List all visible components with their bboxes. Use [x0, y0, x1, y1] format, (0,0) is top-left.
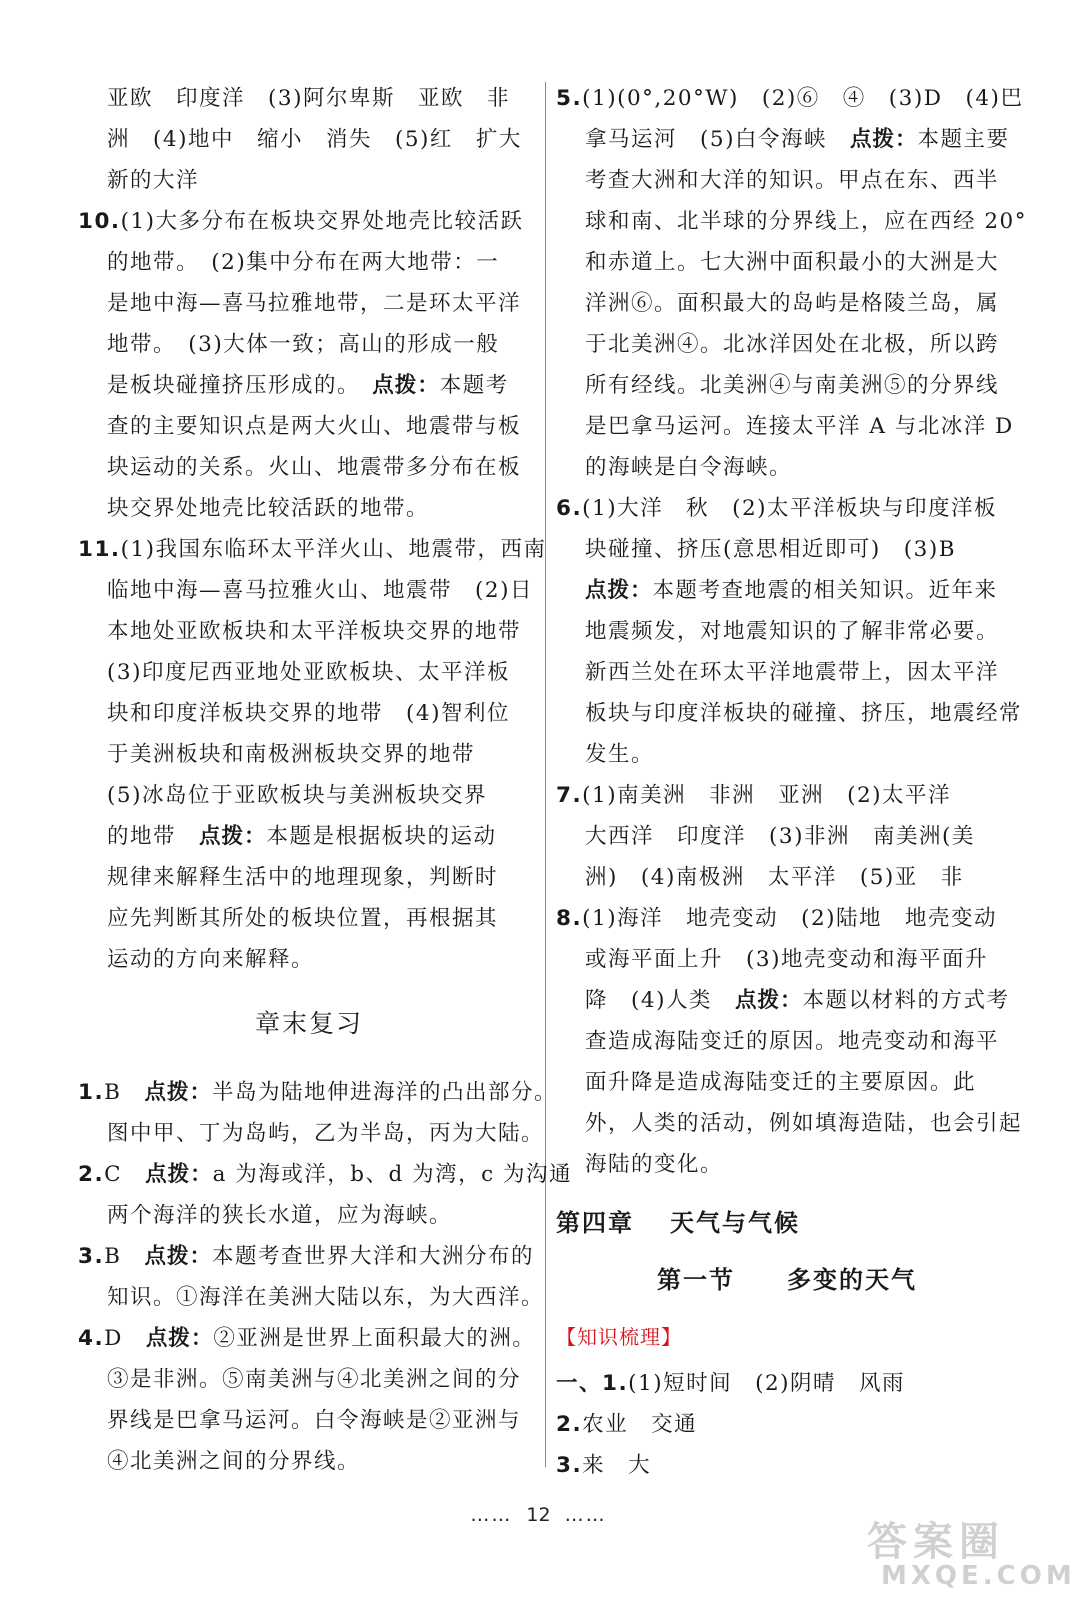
review-question-4	[78, 1318, 540, 1359]
text-line: (1)短时间 (2)阴晴 风雨	[628, 1371, 906, 1396]
text-line: (3)印度尼西亚地处亚欧板块、太平洋板	[107, 660, 510, 685]
question-number: 1.	[78, 1080, 105, 1105]
text-fragment: 本题考	[439, 373, 509, 398]
text-line: ④北美洲之间的分界线。	[107, 1449, 361, 1474]
text-fragment: 本题考查地震的相关知识。近年来	[652, 578, 998, 603]
question-number: 8.	[556, 906, 583, 931]
text-line: 查造成海陆变迁的原因。地壳变动和海平	[585, 1029, 1000, 1054]
text-fragment: ②亚洲是世界上面积最大的洲。	[213, 1326, 536, 1351]
question-6	[556, 488, 1018, 529]
answer: C	[104, 1162, 123, 1187]
review-question-1	[78, 1072, 557, 1113]
hint-label: 点拨：	[372, 373, 440, 398]
text-fragment: 本题以材料的方式考	[802, 988, 1010, 1013]
text-line: 本地处亚欧板块和太平洋板块交界的地带	[107, 619, 522, 644]
hint-label: 点拨：	[144, 1244, 212, 1269]
review-question-2	[78, 1154, 573, 1195]
hint-label: 点拨：	[199, 824, 267, 849]
text-fragment: 本题是根据板块的运动	[266, 824, 497, 849]
footer-dots-left: ……	[470, 1504, 513, 1526]
text-line: (1)我国东临环太平洋火山、地震带，西南	[120, 537, 547, 562]
question-number: 10.	[78, 209, 121, 234]
question-number: 2.	[556, 1412, 583, 1437]
text-line: 块交界处地壳比较活跃的地带。	[107, 496, 430, 521]
watermark-text-top: 答案圈	[867, 1519, 1005, 1565]
chapter-number: 第四章	[556, 1209, 634, 1237]
text-fragment: 是板块碰撞挤压形成的。	[107, 373, 350, 398]
text-fragment: 拿马运河 (5)白令海峡	[585, 127, 827, 152]
text-line: 规律来解释生活中的地理现象，判断时	[107, 865, 499, 890]
text-line: 是地中海—喜马拉雅地带，二是环太平洋	[107, 291, 522, 316]
text-line: 块碰撞、挤压(意思相近即可) (3)B	[585, 537, 957, 562]
text-line-with-hint	[556, 119, 1018, 160]
text-line: 的海峡是白令海峡。	[585, 455, 793, 480]
answer: D	[104, 1326, 123, 1351]
page-number: 12	[526, 1504, 551, 1526]
question-number: 7.	[556, 783, 583, 808]
knowledge-item-2	[556, 1404, 1018, 1445]
text-line-with-hint	[78, 816, 540, 857]
answer: B	[104, 1244, 122, 1269]
answer: B	[104, 1080, 122, 1105]
text-line: (1)大多分布在板块交界处地壳比较活跃	[120, 209, 524, 234]
text-line: 洲) (4)南极洲 太平洋 (5)亚 非	[585, 865, 964, 890]
text-line: 图中甲、丁为岛屿，乙为半岛，丙为大陆。	[107, 1121, 545, 1146]
text-line: 海陆的变化。	[585, 1152, 724, 1177]
knowledge-item-3	[556, 1445, 1018, 1486]
text-line-with-hint	[556, 570, 1018, 611]
subsection-number: 第一节	[657, 1265, 735, 1294]
text-line: 于北美洲④。北冰洋因处在北极，所以跨	[585, 332, 1000, 357]
text-line: 查的主要知识点是两大火山、地震带与板	[107, 414, 522, 439]
text-line: 面升降是造成海陆变迁的主要原因。此	[585, 1070, 977, 1095]
text-line: 界线是巴拿马运河。白令海峡是②亚洲与	[107, 1408, 522, 1433]
text-line: 新西兰处在环太平洋地震带上，因太平洋	[585, 660, 1000, 685]
text-line: 板块与印度洋板块的碰撞、挤压，地震经常	[585, 701, 1023, 726]
question-number: 11.	[78, 537, 121, 562]
question-number: 2.	[78, 1162, 105, 1187]
question-10	[78, 201, 540, 242]
review-question-3	[78, 1236, 540, 1277]
text-line-with-hint	[556, 980, 1018, 1021]
question-number: 一、1.	[556, 1371, 629, 1396]
text-line: 块和印度洋板块交界的地带 (4)智利位	[107, 701, 510, 726]
text-fragment: 降 (4)人类	[585, 988, 712, 1013]
text-line: 亚欧 印度洋 (3)阿尔卑斯 亚欧 非	[107, 86, 510, 111]
watermark-text-bottom: MXQE.COM	[881, 1561, 1076, 1591]
text-line: 和赤道上。七大洲中面积最小的大洲是大	[585, 250, 1000, 275]
knowledge-item-1	[556, 1363, 1018, 1404]
text-fragment: 的地带	[107, 824, 177, 849]
text-line: 应先判断其所处的板块位置，再根据其	[107, 906, 499, 931]
left-column	[78, 78, 573, 1482]
text-line: 外，人类的活动，例如填海造陆，也会引起	[585, 1111, 1023, 1136]
footer-dots-right: ……	[564, 1504, 607, 1526]
question-number: 3.	[556, 1453, 583, 1478]
text-line: 或海平面上升 (3)地壳变动和海平面升	[585, 947, 988, 972]
text-line: (1)(0°,20°W) (2)⑥ ④ (3)D (4)巴	[582, 86, 1024, 111]
knowledge-tag: 【知识梳理】	[556, 1325, 682, 1349]
hint-label: 点拨：	[734, 988, 803, 1013]
hint-label: 点拨：	[145, 1326, 214, 1351]
text-line: 发生。	[585, 742, 655, 767]
question-11	[78, 529, 547, 570]
section-title: 章末复习	[254, 1009, 363, 1038]
text-fragment: 本题考查世界大洋和大洲分布的	[211, 1244, 534, 1269]
text-line: 块运动的关系。火山、地震带多分布在板	[107, 455, 522, 480]
hint-label: 点拨：	[145, 1162, 213, 1187]
question-number: 5.	[556, 86, 583, 111]
hint-label: 点拨：	[144, 1080, 212, 1105]
text-line: 知识。①海洋在美洲大陆以东，为大西洋。	[107, 1285, 545, 1310]
text-line: (1)海洋 地壳变动 (2)陆地 地壳变动	[582, 906, 998, 931]
text-line: 地震频发，对地震知识的了解非常必要。	[585, 619, 1000, 644]
text-line-with-hint	[78, 365, 540, 406]
text-line: (1)南美洲 非洲 亚洲 (2)太平洋	[582, 783, 952, 808]
text-line: 于美洲板块和南极洲板块交界的地带	[107, 742, 476, 767]
text-line: (5)冰岛位于亚欧板块与美洲板块交界	[107, 783, 487, 808]
column-divider	[545, 82, 546, 1467]
question-7	[556, 775, 1018, 816]
text-line: 新的大洋	[107, 168, 200, 193]
question-number: 4.	[78, 1326, 105, 1351]
chapter-name: 天气与气候	[670, 1209, 800, 1237]
text-line: 两个海洋的狭长水道，应为海峡。	[107, 1203, 453, 1228]
text-fragment: 半岛为陆地伸进海洋的凸出部分。	[211, 1080, 557, 1105]
subsection-title	[556, 1249, 1018, 1311]
text-line: ③是非洲。⑤南美洲与④北美洲之间的分	[107, 1367, 522, 1392]
text-fragment: a 为海或洋，b、d 为湾，c 为沟通	[212, 1162, 573, 1187]
subsection-name: 多变的天气	[787, 1265, 917, 1294]
question-number: 6.	[556, 496, 583, 521]
question-8	[556, 898, 1018, 939]
text-line: 考查大洲和大洋的知识。甲点在东、西半	[585, 168, 1000, 193]
text-line: 球和南、北半球的分界线上，应在西经 20°	[585, 209, 1027, 234]
text-line: 所有经线。北美洲④与南美洲⑤的分界线	[585, 373, 1000, 398]
right-column	[556, 78, 1027, 1486]
question-number: 3.	[78, 1244, 105, 1269]
text-line: 大西洋 印度洋 (3)非洲 南美洲(美	[585, 824, 975, 849]
hint-label: 点拨：	[849, 127, 918, 152]
text-line: 是巴拿马运河。连接太平洋 A 与北冰洋 D	[585, 414, 1014, 439]
text-line: 临地中海—喜马拉雅火山、地震带 (2)日	[107, 578, 533, 603]
text-line: 洋洲⑥。面积最大的岛屿是格陵兰岛，属	[585, 291, 1000, 316]
text-line: 的地带。 (2)集中分布在两大地带：一	[107, 250, 500, 275]
text-line: 运动的方向来解释。	[107, 947, 315, 972]
question-5	[556, 78, 1024, 119]
chapter-title	[556, 1185, 1018, 1249]
hint-label: 点拨：	[585, 578, 653, 603]
text-line: 农业 交通	[582, 1412, 698, 1437]
text-line: (1)大洋 秋 (2)太平洋板块与印度洋板	[582, 496, 998, 521]
text-line: 地带。 (3)大体一致；高山的形成一般	[107, 332, 500, 357]
text-line: 洲 (4)地中 缩小 消失 (5)红 扩大	[107, 127, 522, 152]
text-fragment: 本题主要	[917, 127, 1010, 152]
watermark-logo	[867, 1510, 1076, 1595]
text-line: 来 大	[582, 1453, 652, 1478]
